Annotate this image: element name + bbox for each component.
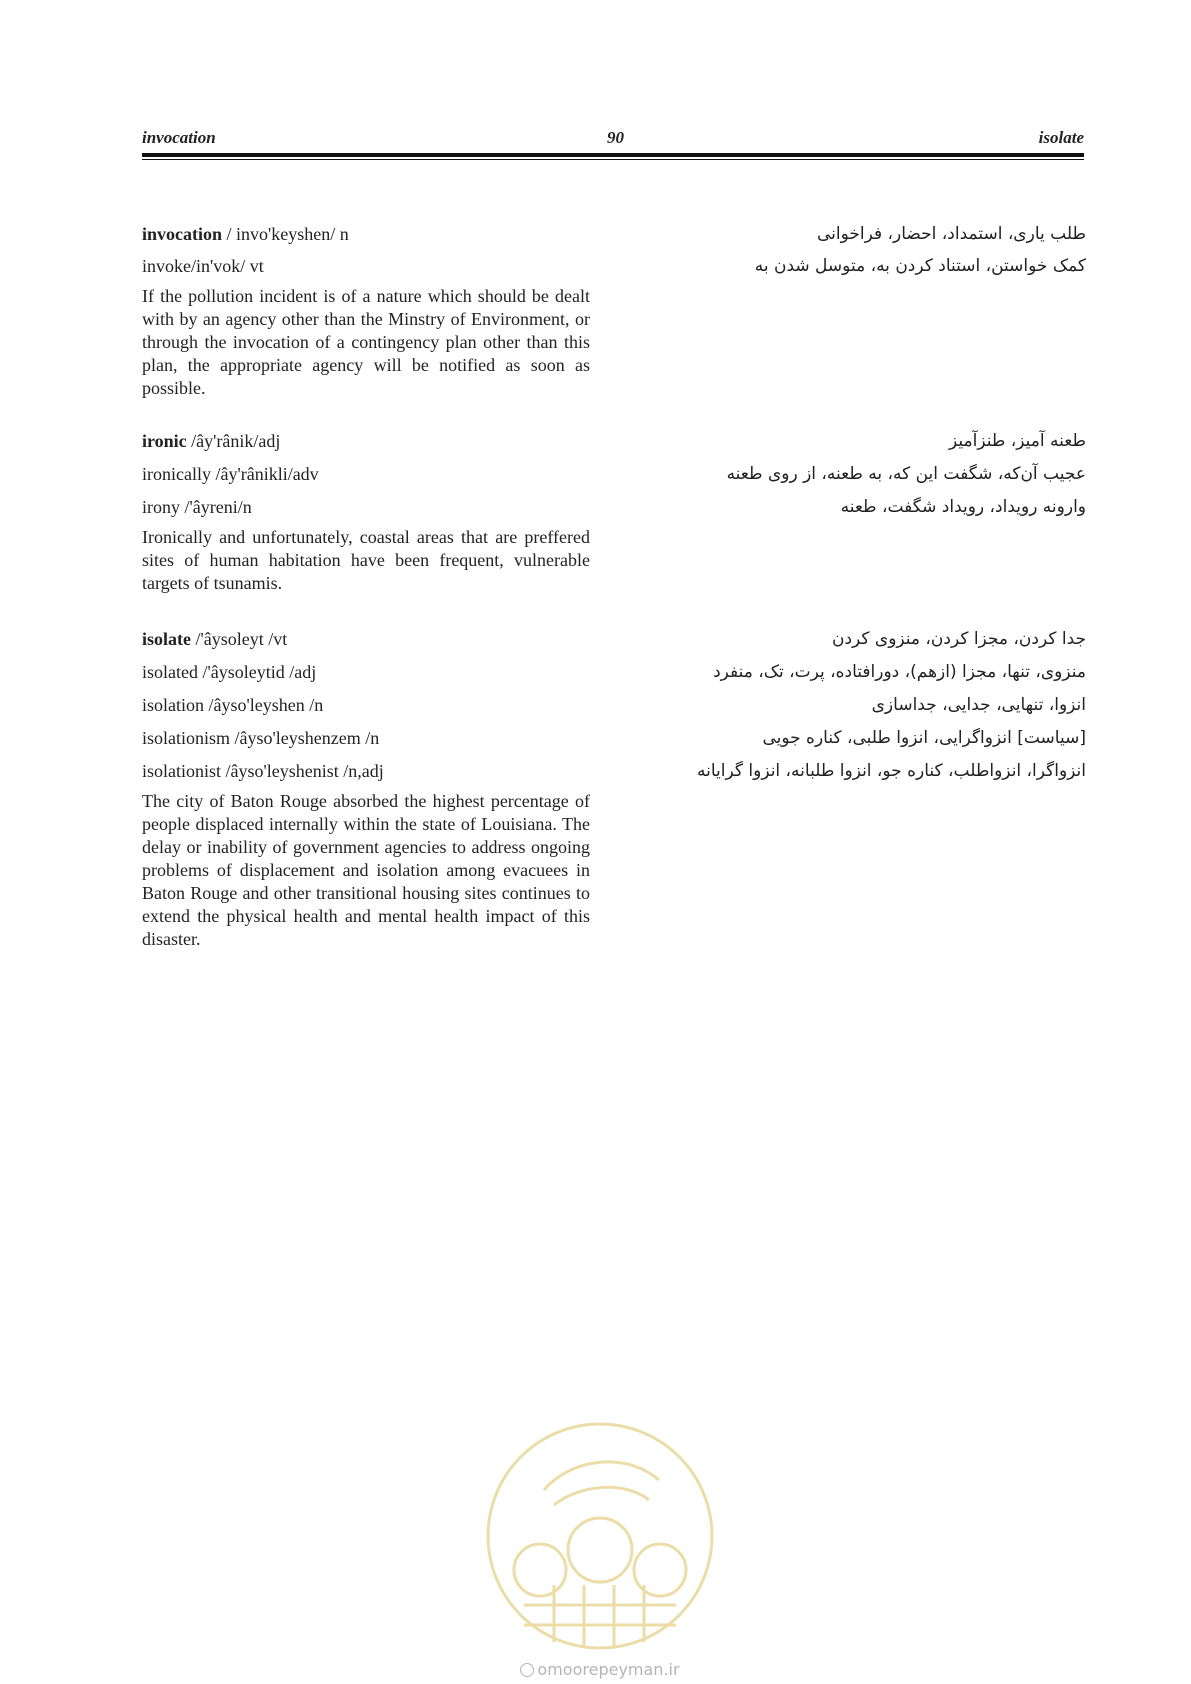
- persian-definition: کمک خواستن، استناد کردن به، متوسل شدن به: [754, 256, 1086, 276]
- page-number: 90: [607, 128, 624, 147]
- watermark-text: omoorepeyman.ir: [537, 1660, 680, 1679]
- entry-derivative-line: isolation /âyso'leyshen /n: [142, 695, 324, 715]
- entry-derivative-line: isolated /'âysoleytid /adj: [142, 662, 317, 682]
- entry-headword-line: [142, 218, 590, 250]
- header-rule-thick: [142, 153, 1084, 157]
- persian-definition: طلب یاری، استمداد، احضار، فراخوانی: [816, 224, 1086, 244]
- page-header: [142, 128, 1084, 154]
- header-guide-word-right: isolate: [1038, 128, 1084, 147]
- publisher-seal-icon: [484, 1420, 716, 1652]
- pronunciation: /ây'rânik/adj: [186, 431, 281, 451]
- headword: ironic: [142, 431, 187, 451]
- entry-derivative-line: invoke/in'vok/ vt: [142, 256, 264, 276]
- persian-definition: جدا کردن، مجزا کردن، منزوی کردن: [831, 629, 1086, 649]
- entry-derivative-line: isolationism /âyso'leyshenzem /n: [142, 728, 380, 748]
- entry-derivative-line: irony /'âyreni/n: [142, 497, 252, 517]
- example-paragraph: If the pollution incident is of a nature which should be dealt with by an agency other than the Minstry of Environment, or through the invocation of a contingency plan other than this plan, the appropriate agency will be notified as soon as possible.: [142, 286, 590, 398]
- headword: invocation: [142, 224, 223, 244]
- entry-derivative-line: isolationist /âyso'leyshenist /n,adj: [142, 761, 384, 781]
- header-guide-word-left: invocation: [142, 128, 216, 147]
- persian-definition: منزوی، تنها، مجزا (ازهم)، دورافتاده، پرت، تک، منفرد: [713, 662, 1086, 682]
- persian-definition: [سیاست] انزواگرایی، انزوا طلبی، کناره جویی: [762, 728, 1086, 748]
- header-rule-thin: [142, 159, 1084, 160]
- entry-derivative-line: ironically /ây'rânikli/adv: [142, 464, 319, 484]
- headword: isolate: [142, 629, 191, 649]
- example-paragraph: Ironically and unfortunately, coastal areas that are preffered sites of human habitation have been frequent, vulnerable targets of tsunamis.: [142, 527, 590, 593]
- pronunciation: /'âysoleyt /vt: [191, 629, 288, 649]
- persian-definition: انزوا، تنهایی، جدایی، جداسازی: [871, 695, 1086, 715]
- persian-definition: وارونه رویداد، رویداد شگفت، طعنه: [840, 497, 1086, 517]
- persian-definition: عجیب آن‌که، شگفت این که، به طعنه، از روی طعنه: [726, 464, 1086, 484]
- persian-definition: طعنه آمیز، طنزآمیز: [949, 431, 1086, 451]
- example-paragraph: The city of Baton Rouge absorbed the highest percentage of people displaced internally within the state of Louisiana. The delay or inability of government agencies to address ongoing problems of displacement and isolation among evacuees in Baton Rouge and other transitional housing sites continues to extend the physical health and mental health impact of this disaster.: [142, 791, 590, 949]
- entry-headword-line: [142, 425, 590, 457]
- pronunciation: / invo'keyshen/ n: [222, 224, 349, 244]
- persian-definition: انزواگرا، انزواطلب، کناره جو، انزوا طلبانه، انزوا گرایانه: [697, 761, 1086, 781]
- watermark-url: [495, 1660, 705, 1679]
- entry-headword-line: [142, 623, 590, 655]
- globe-icon: [520, 1663, 534, 1677]
